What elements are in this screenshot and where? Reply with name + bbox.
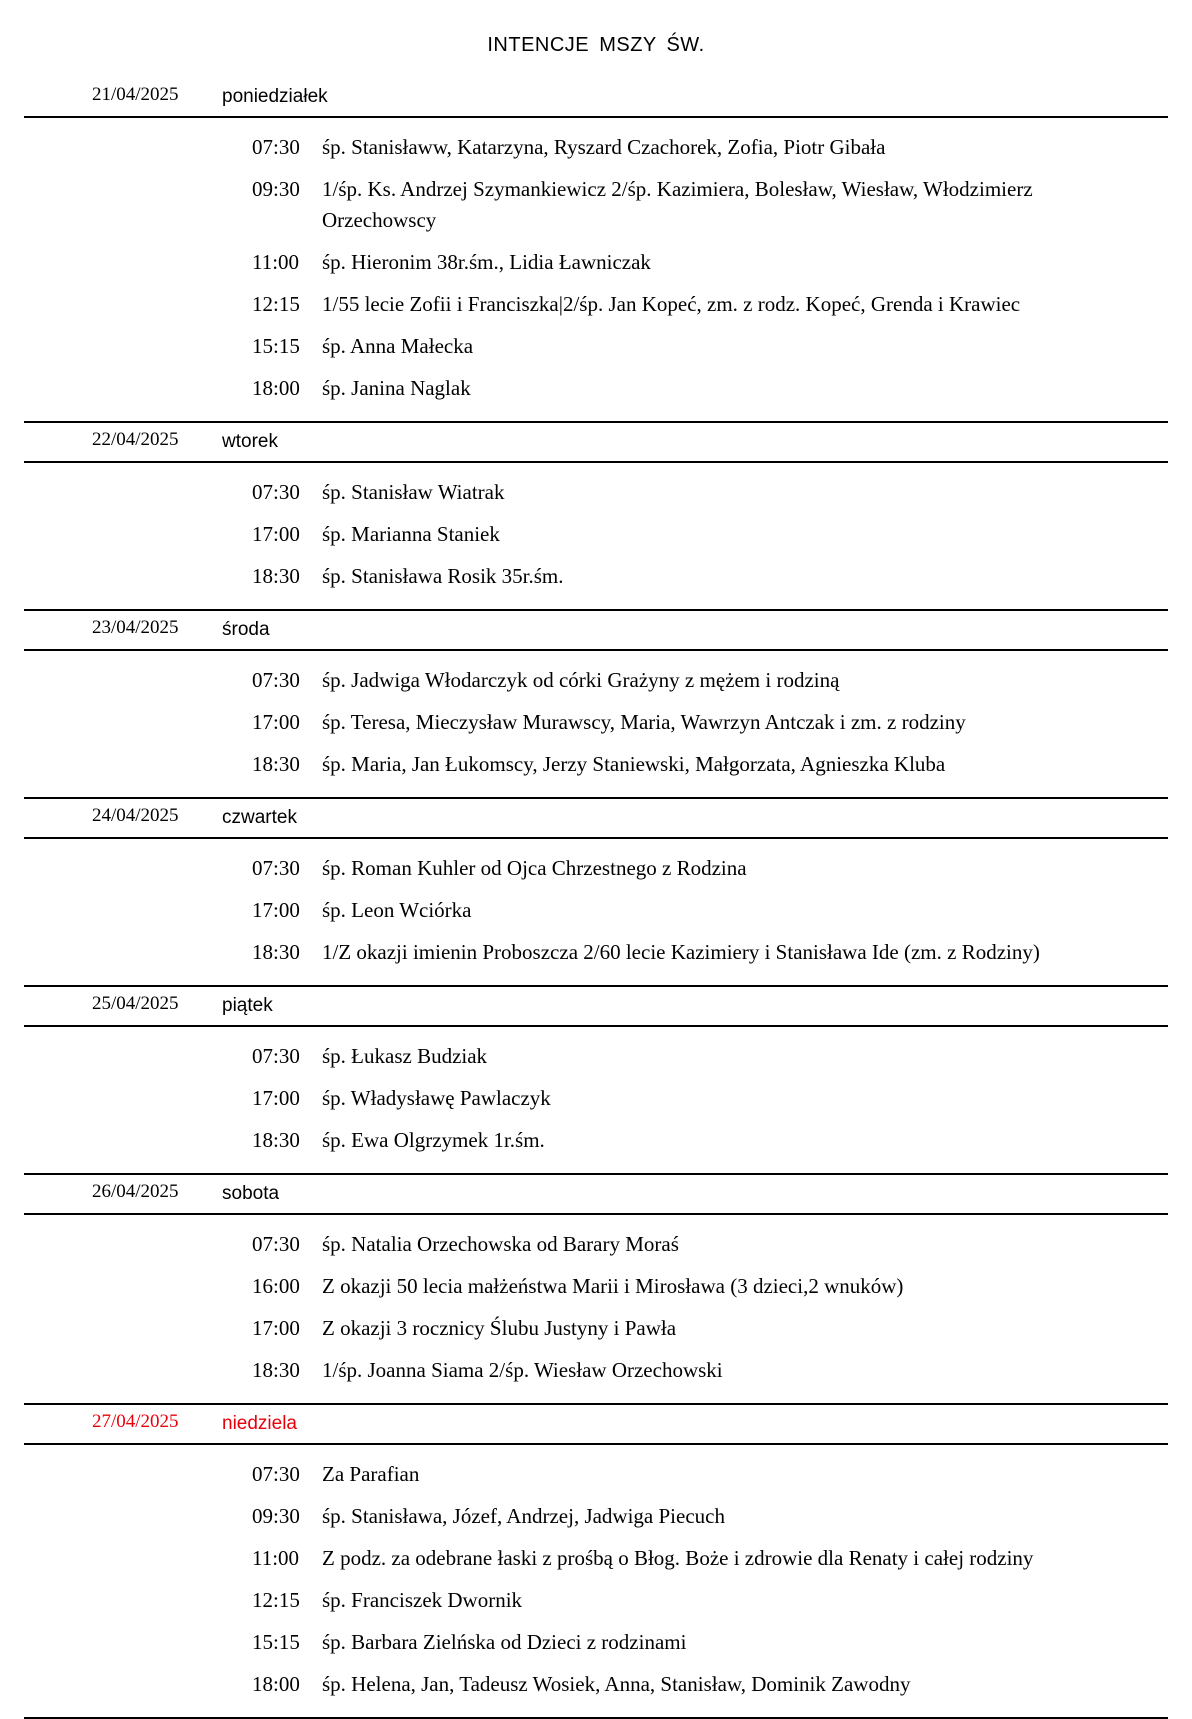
- mass-intention: śp. Franciszek Dwornik: [322, 1588, 523, 1612]
- mass-intention: śp. Stanisławw, Katarzyna, Ryszard Czachorek, Zofia, Piotr Gibała: [322, 135, 886, 159]
- mass-intention: śp. Łukasz Budziak: [322, 1044, 488, 1068]
- mass-time: 18:30: [252, 752, 300, 776]
- mass-time: 12:15: [252, 1588, 300, 1612]
- mass-intention: śp. Leon Wciórka: [322, 898, 472, 922]
- day-name: poniedziałek: [222, 86, 328, 107]
- mass-row: [24, 1355, 1168, 1386]
- mass-intention: 1/śp. Joanna Siama 2/śp. Wiesław Orzechowski: [322, 1358, 723, 1382]
- page-title: INTENCJE MSZY ŚW.: [487, 34, 705, 56]
- mass-row: [24, 1125, 1168, 1156]
- day-header: [24, 1175, 1168, 1215]
- day-masses: [24, 839, 1168, 987]
- day-masses: [24, 651, 1168, 799]
- day-date: 21/04/2025: [92, 84, 179, 105]
- mass-row: [24, 1083, 1168, 1114]
- mass-row: [24, 749, 1168, 780]
- mass-row: [24, 665, 1168, 696]
- mass-row: [24, 174, 1168, 236]
- day-name: sobota: [222, 1183, 280, 1204]
- mass-row: [24, 289, 1168, 320]
- day-date: 27/04/2025: [92, 1411, 179, 1432]
- mass-row: [24, 132, 1168, 163]
- day-date: 25/04/2025: [92, 993, 179, 1014]
- mass-intention: śp. Natalia Orzechowska od Barary Moraś: [322, 1232, 679, 1256]
- day-date: 23/04/2025: [92, 617, 179, 638]
- mass-row: [24, 937, 1168, 968]
- mass-intention: śp. Hieronim 38r.śm., Lidia Ławniczak: [322, 250, 651, 274]
- mass-intention: Za Parafian: [322, 1462, 420, 1486]
- mass-time: 07:30: [252, 856, 300, 880]
- mass-intention: śp. Maria, Jan Łukomscy, Jerzy Staniewski, Małgorzata, Agnieszka Kluba: [322, 752, 946, 776]
- mass-row: [24, 853, 1168, 884]
- mass-time: 15:15: [252, 334, 300, 358]
- mass-row: [24, 1459, 1168, 1490]
- mass-row: [24, 1627, 1168, 1658]
- day-name: środa: [222, 619, 270, 640]
- mass-intention: śp. Marianna Staniek: [322, 522, 500, 546]
- mass-time: 07:30: [252, 1462, 300, 1486]
- mass-intention: śp. Ewa Olgrzymek 1r.śm.: [322, 1128, 545, 1152]
- mass-intention: Z okazji 50 lecia małżeństwa Marii i Mirosława (3 dzieci,2 wnuków): [322, 1274, 904, 1298]
- day-header: [24, 799, 1168, 839]
- mass-time: 17:00: [252, 522, 300, 546]
- day-masses: [24, 1027, 1168, 1175]
- mass-intention: śp. Roman Kuhler od Ojca Chrzestnego z Rodzina: [322, 856, 747, 880]
- mass-time: 07:30: [252, 1044, 300, 1068]
- mass-intention: 1/śp. Ks. Andrzej Szymankiewicz 2/śp. Kazimiera, Bolesław, Wiesław, Włodzimierz Orzechowscy: [322, 177, 1033, 232]
- mass-time: 18:30: [252, 564, 300, 588]
- day-name: czwartek: [222, 807, 297, 828]
- mass-intention: Z podz. za odebrane łaski z prośbą o Błog. Boże i zdrowie dla Renaty i całej rodziny: [322, 1546, 1034, 1570]
- mass-intention: śp. Stanisława, Józef, Andrzej, Jadwiga Piecuch: [322, 1504, 725, 1528]
- day-masses: [24, 463, 1168, 611]
- day-name: niedziela: [222, 1413, 297, 1434]
- mass-intention: śp. Teresa, Mieczysław Murawscy, Maria, Wawrzyn Antczak i zm. z rodziny: [322, 710, 966, 734]
- day-date: 24/04/2025: [92, 805, 179, 826]
- mass-time: 15:15: [252, 1630, 300, 1654]
- mass-row: [24, 247, 1168, 278]
- mass-time: 09:30: [252, 177, 300, 201]
- mass-row: [24, 477, 1168, 508]
- mass-intention: śp. Barbara Zielńska od Dzieci z rodzinami: [322, 1630, 687, 1654]
- mass-time: 11:00: [252, 1546, 300, 1570]
- mass-row: [24, 1229, 1168, 1260]
- mass-time: 18:00: [252, 1672, 300, 1696]
- mass-time: 18:30: [252, 1128, 300, 1152]
- day-header: [24, 423, 1168, 463]
- mass-row: [24, 1543, 1168, 1574]
- mass-time: 18:30: [252, 1358, 300, 1382]
- mass-intention: śp. Stanisława Rosik 35r.śm.: [322, 564, 564, 588]
- mass-row: [24, 1585, 1168, 1616]
- mass-time: 17:00: [252, 898, 300, 922]
- day-date: 26/04/2025: [92, 1181, 179, 1202]
- mass-intention: śp. Anna Małecka: [322, 334, 474, 358]
- mass-time: 07:30: [252, 1232, 300, 1256]
- day-masses: [24, 118, 1168, 423]
- mass-time: 11:00: [252, 250, 300, 274]
- mass-intention: śp. Janina Naglak: [322, 376, 471, 400]
- mass-row: [24, 1669, 1168, 1700]
- mass-row: [24, 895, 1168, 926]
- mass-row: [24, 707, 1168, 738]
- mass-intention: 1/55 lecie Zofii i Franciszka|2/śp. Jan Kopeć, zm. z rodz. Kopeć, Grenda i Krawiec: [322, 292, 1021, 316]
- mass-time: 07:30: [252, 480, 300, 504]
- day-header: [24, 987, 1168, 1027]
- day-name: wtorek: [222, 431, 278, 452]
- mass-time: 17:00: [252, 1086, 300, 1110]
- mass-time: 18:00: [252, 376, 300, 400]
- mass-intention: śp. Helena, Jan, Tadeusz Wosiek, Anna, Stanisław, Dominik Zawodny: [322, 1672, 911, 1696]
- mass-intention: śp. Jadwiga Włodarczyk od córki Grażyny z mężem i rodziną: [322, 668, 840, 692]
- mass-time: 17:00: [252, 1316, 300, 1340]
- day-name: piątek: [222, 995, 273, 1016]
- mass-intention: 1/Z okazji imienin Proboszcza 2/60 lecie Kazimiery i Stanisława Ide (zm. z Rodziny): [322, 940, 1040, 964]
- mass-row: [24, 1313, 1168, 1344]
- mass-row: [24, 1041, 1168, 1072]
- mass-intention: śp. Władysławę Pawlaczyk: [322, 1086, 551, 1110]
- mass-time: 17:00: [252, 710, 300, 734]
- mass-row: [24, 1501, 1168, 1532]
- day-header: [24, 611, 1168, 651]
- mass-row: [24, 561, 1168, 592]
- mass-time: 09:30: [252, 1504, 300, 1528]
- mass-time: 07:30: [252, 668, 300, 692]
- mass-intention: Z okazji 3 rocznicy Ślubu Justyny i Pawła: [322, 1316, 677, 1340]
- mass-time: 16:00: [252, 1274, 300, 1298]
- mass-row: [24, 1271, 1168, 1302]
- day-masses: [24, 1445, 1168, 1719]
- mass-intention: śp. Stanisław Wiatrak: [322, 480, 505, 504]
- day-date: 22/04/2025: [92, 429, 179, 450]
- day-header: [24, 78, 1168, 118]
- mass-row: [24, 331, 1168, 362]
- mass-row: [24, 373, 1168, 404]
- day-masses: [24, 1215, 1168, 1405]
- mass-schedule: [24, 78, 1168, 1719]
- mass-time: 12:15: [252, 292, 300, 316]
- mass-time: 07:30: [252, 135, 300, 159]
- mass-time: 18:30: [252, 940, 300, 964]
- mass-row: [24, 519, 1168, 550]
- day-header: [24, 1405, 1168, 1445]
